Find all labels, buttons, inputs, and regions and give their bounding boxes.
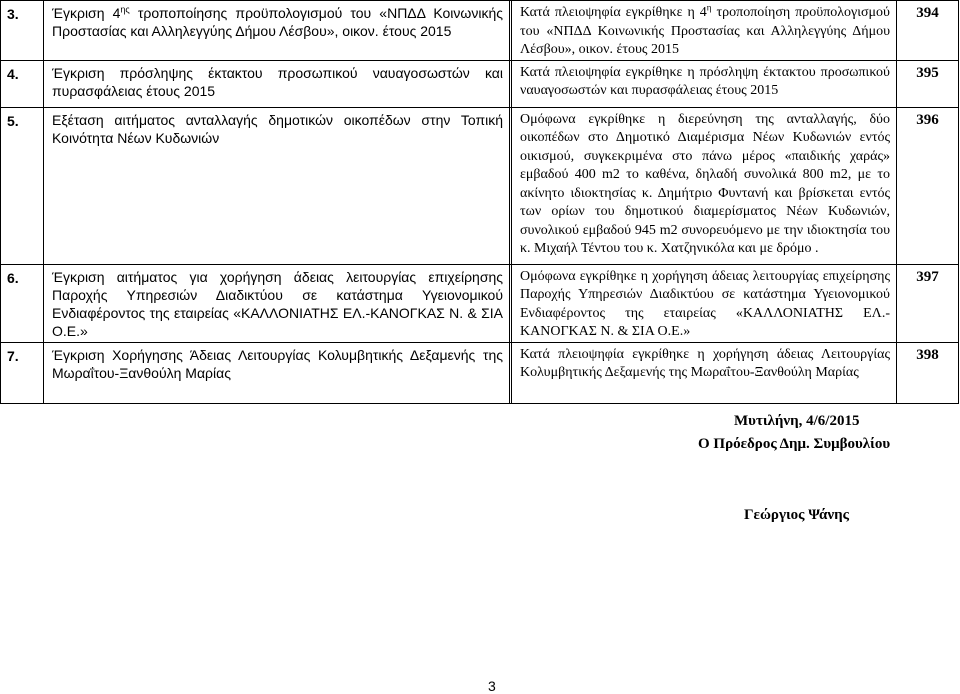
item-subject: Έγκριση $4^{\eta\varsigma}$ τροποποίησης προϋπολογισμού του «ΝΠΔΔ Κοινωνικής Προστασίας και Αλληλεγγύης Δήμου Λέσβου», οικον. έτους 2015 bbox=[44, 1, 510, 61]
item-subject: Έγκριση Χορήγησης Άδειας Λειτουργίας Κολυμβητικής Δεξαμενής της Μωραΐτου-Ξανθούλη Μαρίας bbox=[44, 342, 510, 403]
item-result: Ομόφωνα εγκρίθηκε η χορήγηση άδειας λειτουργίας επιχείρησης Παροχής Υπηρεσιών Διαδικτύου σε κατάστημα Υγειονομικού Ενδιαφέροντος της εταιρείας «ΚΑΛΛΟΝΙΑΤΗΣ ΕΛ.-ΚΑΝΟΓΚΑΣ Ν. & ΣΙΑ Ο.Ε.» bbox=[512, 264, 897, 342]
decision-number: 398 bbox=[897, 342, 959, 403]
item-number: 4. bbox=[1, 60, 44, 107]
table-row bbox=[1, 264, 959, 342]
item-subject: Έγκριση πρόσληψης έκτακτου προσωπικού ναυαγοσωστών και πυρασφάλειας έτους 2015 bbox=[44, 60, 510, 107]
table-row bbox=[1, 1, 959, 61]
decision-number: 397 bbox=[897, 264, 959, 342]
page-number: 3 bbox=[488, 678, 496, 694]
decision-number: 396 bbox=[897, 107, 959, 264]
decision-number: 394 bbox=[897, 1, 959, 61]
table-row bbox=[1, 107, 959, 264]
item-result: Κατά πλειοψηφία εγκρίθηκε η χορήγηση άδειας Λειτουργίας Κολυμβητικής Δεξαμενής της Μωραΐτου-Ξανθούλη Μαρίας bbox=[512, 342, 897, 403]
signatory-name: Γεώργιος Ψάνης bbox=[744, 507, 849, 523]
item-subject: Έγκριση αιτήματος για χορήγηση άδειας λειτουργίας επιχείρησης Παροχής Υπηρεσιών Διαδικτύου σε κατάστημα Υγειονομικού Ενδιαφέροντος της εταιρείας «ΚΑΛΛΟΝΙΑΤΗΣ ΕΛ.-ΚΑΝΟΓΚΑΣ Ν. & ΣΙΑ Ο.Ε.» bbox=[44, 264, 510, 342]
decision-number: 395 bbox=[897, 60, 959, 107]
item-number: 3. bbox=[1, 1, 44, 61]
item-number: 6. bbox=[1, 264, 44, 342]
signature-title: Ο Πρόεδρος Δημ. Συμβουλίου bbox=[698, 436, 891, 452]
table-row bbox=[1, 60, 959, 107]
item-result: Κατά πλειοψηφία εγκρίθηκε η πρόσληψη έκτακτου προσωπικού ναυαγοσωστών και πυρασφάλειας έτους 2015 bbox=[512, 60, 897, 107]
item-subject: Εξέταση αιτήματος ανταλλαγής δημοτικών οικοπέδων στην Τοπική Κοινότητα Νέων Κυδωνιών bbox=[44, 107, 510, 264]
item-number: 5. bbox=[1, 107, 44, 264]
item-number: 7. bbox=[1, 342, 44, 403]
item-result: Κατά πλειοψηφία εγκρίθηκε η $4^\eta$ τροποποίηση προϋπολογισμού του «ΝΠΔΔ Κοινωνικής Προστασίας και Αλληλεγγύης Δήμου Λέσβου», οικον. έτους 2015 bbox=[512, 1, 897, 61]
signature-place-date: Μυτιλήνη, 4/6/2015 bbox=[734, 413, 860, 429]
item-result: Ομόφωνα εγκρίθηκε η διερεύνηση της ανταλλαγής, δύο οικοπέδων στο Δημοτικό Διαμέρισμα Νέων Κυδωνιών εντός οικισμού, συγκεκριμένα στο πάνω μέρος «παιδικής χαράς» εμβαδού 400 m2 το καθένα, δηλαδή συνολικά 800 m2, με το ακίνητο ιδιοκτησίας κ. Δημήτριο Φυντανή και βρίσκεται εντός των ορίων του δημοτικού διαμερίσματος Νέων Κυδωνιών, συνολικού εμβαδού 945 m2 συνορευόμενο με την ιδιοκτησία του κ. Μιχαήλ Τέντου του κ. Χατζηνικόλα και με δρόμο . bbox=[512, 107, 897, 264]
table-row bbox=[1, 342, 959, 403]
